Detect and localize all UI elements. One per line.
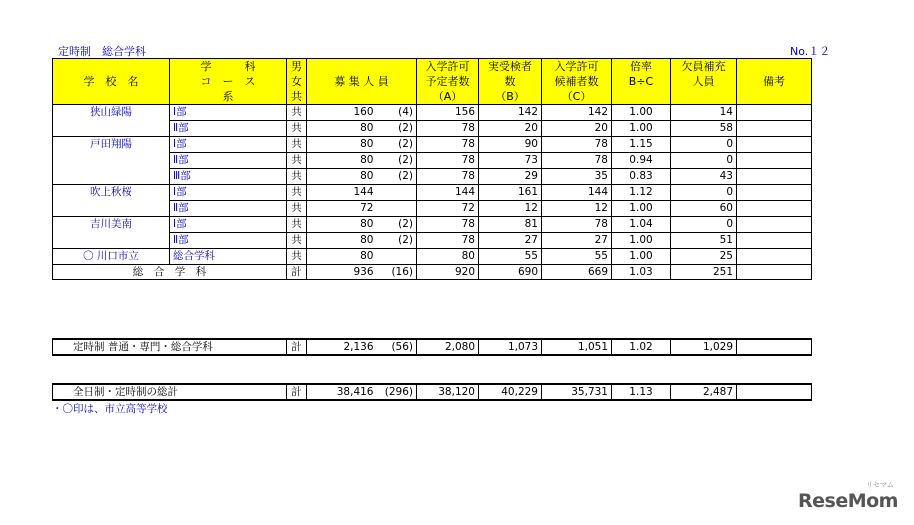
remarks-cell	[737, 233, 812, 249]
table-row	[53, 169, 812, 185]
admission-table	[52, 58, 812, 280]
recruit-paren-cell	[377, 201, 417, 217]
vacancy-cell: 51	[671, 233, 737, 249]
recruit-cell: 80	[307, 233, 377, 249]
recruit-cell: 80	[307, 249, 377, 265]
ratio-cell: 1.00	[612, 201, 671, 217]
grand-recruit-paren: (296)	[377, 384, 417, 400]
course-cell: 総合学科	[170, 249, 287, 265]
examinees-cell: 27	[479, 233, 542, 249]
col-planned-1: 入学許可	[417, 59, 479, 75]
remarks-cell	[737, 105, 812, 121]
gender-cell: 共	[287, 185, 307, 201]
remarks-cell	[737, 169, 812, 185]
candidates-cell: 35	[542, 169, 612, 185]
recruit-cell: 80	[307, 121, 377, 137]
table-row	[53, 233, 812, 249]
planned-cell: 78	[417, 153, 479, 169]
teiji-a: 2,080	[417, 339, 479, 355]
gender-cell: 共	[287, 153, 307, 169]
planned-cell: 78	[417, 137, 479, 153]
recruit-cell: 144	[307, 185, 377, 201]
recruit-paren-cell: (2)	[377, 121, 417, 137]
gender-cell: 共	[287, 249, 307, 265]
grand-c: 35,731	[542, 384, 612, 400]
ratio-cell: 1.00	[612, 121, 671, 137]
school-name-cell: 〇 川口市立	[53, 249, 170, 265]
planned-cell: 72	[417, 201, 479, 217]
course-cell: Ⅱ部	[170, 201, 287, 217]
candidates-cell: 78	[542, 217, 612, 233]
col-candidates-3: （C）	[542, 89, 612, 105]
school-name-cell: 吹上秋桜	[53, 185, 170, 201]
school-name-cell: 狭山緑陽	[53, 105, 170, 121]
school-name-cell: 戸田翔陽	[53, 137, 170, 153]
recruit-cell: 160	[307, 105, 377, 121]
vacancy-cell: 60	[671, 201, 737, 217]
ratio-cell: 1.12	[612, 185, 671, 201]
planned-cell: 144	[417, 185, 479, 201]
candidates-cell: 142	[542, 105, 612, 121]
grand-a: 38,120	[417, 384, 479, 400]
recruit-paren-cell: (2)	[377, 233, 417, 249]
teiji-vacancy: 1,029	[671, 339, 737, 355]
teiji-total-table	[52, 338, 812, 356]
table-row	[53, 249, 812, 265]
vacancy-cell: 58	[671, 121, 737, 137]
school-name-cell	[53, 233, 170, 249]
col-recruit: 募 集 人 員	[307, 59, 417, 105]
course-cell: Ⅰ部	[170, 105, 287, 121]
total-c: 669	[542, 265, 612, 280]
col-vacancy-2: 人員	[671, 74, 737, 89]
table-row	[53, 121, 812, 137]
col-gender-1: 男	[287, 59, 307, 75]
table-row	[53, 137, 812, 153]
remarks-cell	[737, 153, 812, 169]
grand-total-table	[52, 383, 812, 401]
col-ratio-3	[612, 89, 671, 105]
table-row	[53, 185, 812, 201]
recruit-cell: 80	[307, 153, 377, 169]
col-vacancy-3	[671, 89, 737, 105]
vacancy-cell: 25	[671, 249, 737, 265]
grand-total-row	[53, 384, 812, 400]
vacancy-cell: 14	[671, 105, 737, 121]
total-label: 総 合 学 科	[53, 265, 287, 280]
examinees-cell: 20	[479, 121, 542, 137]
recruit-cell: 80	[307, 169, 377, 185]
recruit-paren-cell: (2)	[377, 169, 417, 185]
candidates-cell: 27	[542, 233, 612, 249]
total-recruit: 936	[307, 265, 377, 280]
planned-cell: 78	[417, 121, 479, 137]
candidates-cell: 12	[542, 201, 612, 217]
examinees-cell: 29	[479, 169, 542, 185]
examinees-cell: 73	[479, 153, 542, 169]
total-b: 690	[479, 265, 542, 280]
total-recruit-paren: (16)	[377, 265, 417, 280]
ratio-cell: 1.15	[612, 137, 671, 153]
col-examinees-1: 実受検者	[479, 59, 542, 75]
grand-b: 40,229	[479, 384, 542, 400]
examinees-cell: 90	[479, 137, 542, 153]
col-candidates-1: 入学許可	[542, 59, 612, 75]
footnote: ・〇印は、市立高等学校	[52, 403, 168, 415]
col-planned-3: （A）	[417, 89, 479, 105]
teiji-recruit: 2,136	[307, 339, 377, 355]
vacancy-cell: 0	[671, 185, 737, 201]
planned-cell: 156	[417, 105, 479, 121]
header-row-1	[53, 59, 812, 75]
school-name-cell	[53, 169, 170, 185]
examinees-cell: 142	[479, 105, 542, 121]
col-ratio-1: 倍率	[612, 59, 671, 75]
remarks-cell	[737, 137, 812, 153]
recruit-cell: 80	[307, 137, 377, 153]
course-cell: Ⅰ部	[170, 217, 287, 233]
ratio-cell: 1.00	[612, 233, 671, 249]
course-cell: Ⅱ部	[170, 153, 287, 169]
grand-recruit: 38,416	[307, 384, 377, 400]
grand-remarks	[737, 384, 812, 400]
candidates-cell: 78	[542, 137, 612, 153]
ratio-cell: 1.00	[612, 105, 671, 121]
vacancy-cell: 43	[671, 169, 737, 185]
total-sogo-row	[53, 265, 812, 280]
recruit-paren-cell: (2)	[377, 153, 417, 169]
grand-gender: 計	[287, 384, 307, 400]
course-cell: Ⅰ部	[170, 137, 287, 153]
recruit-paren-cell: (4)	[377, 105, 417, 121]
planned-cell: 80	[417, 249, 479, 265]
gender-cell: 共	[287, 217, 307, 233]
col-gender-2: 女	[287, 74, 307, 89]
planned-cell: 78	[417, 217, 479, 233]
gender-cell: 共	[287, 137, 307, 153]
col-ratio-2: B÷C	[612, 74, 671, 89]
page-number: No.１２	[790, 45, 831, 58]
col-course-2: コ ー ス	[170, 74, 287, 89]
col-school: 学 校 名	[53, 59, 170, 105]
total-vacancy: 251	[671, 265, 737, 280]
grand-vacancy: 2,487	[671, 384, 737, 400]
teiji-recruit-paren: (56)	[377, 339, 417, 355]
ratio-cell: 0.83	[612, 169, 671, 185]
candidates-cell: 78	[542, 153, 612, 169]
gender-cell: 共	[287, 105, 307, 121]
teiji-label: 定時制 普通・専門・総合学科	[53, 339, 287, 355]
examinees-cell: 161	[479, 185, 542, 201]
total-a: 920	[417, 265, 479, 280]
recruit-paren-cell	[377, 249, 417, 265]
school-name-cell: 吉川美南	[53, 217, 170, 233]
examinees-cell: 12	[479, 201, 542, 217]
col-course-1: 学 科	[170, 59, 287, 75]
sheet-title: 定時制 総合学科	[58, 45, 146, 58]
candidates-cell: 55	[542, 249, 612, 265]
teiji-c: 1,051	[542, 339, 612, 355]
total-remarks	[737, 265, 812, 280]
remarks-cell	[737, 201, 812, 217]
total-ratio: 1.03	[612, 265, 671, 280]
col-course-3: 系	[170, 89, 287, 105]
gender-cell: 共	[287, 233, 307, 249]
course-cell: Ⅱ部	[170, 233, 287, 249]
remarks-cell	[737, 185, 812, 201]
gender-cell: 共	[287, 169, 307, 185]
vacancy-cell: 0	[671, 137, 737, 153]
school-name-cell	[53, 153, 170, 169]
col-examinees-3: （B）	[479, 89, 542, 105]
candidates-cell: 144	[542, 185, 612, 201]
teiji-remarks	[737, 339, 812, 355]
examinees-cell: 81	[479, 217, 542, 233]
examinees-cell: 55	[479, 249, 542, 265]
col-vacancy-1: 欠員補充	[671, 59, 737, 75]
table-row	[53, 201, 812, 217]
recruit-paren-cell	[377, 185, 417, 201]
recruit-cell: 80	[307, 217, 377, 233]
remarks-cell	[737, 249, 812, 265]
planned-cell: 78	[417, 233, 479, 249]
course-cell: Ⅱ部	[170, 121, 287, 137]
remarks-cell	[737, 121, 812, 137]
recruit-paren-cell: (2)	[377, 137, 417, 153]
vacancy-cell: 0	[671, 217, 737, 233]
table-row	[53, 217, 812, 233]
ratio-cell: 1.00	[612, 249, 671, 265]
table-row	[53, 153, 812, 169]
col-examinees-2: 数	[479, 74, 542, 89]
table-row	[53, 105, 812, 121]
school-name-cell	[53, 121, 170, 137]
teiji-gender: 計	[287, 339, 307, 355]
ratio-cell: 1.04	[612, 217, 671, 233]
resemom-logo-small: リセマム	[866, 481, 894, 489]
teiji-b: 1,073	[479, 339, 542, 355]
school-name-cell	[53, 201, 170, 217]
total-gender: 計	[287, 265, 307, 280]
teiji-total-row	[53, 339, 812, 355]
vacancy-cell: 0	[671, 153, 737, 169]
remarks-cell	[737, 217, 812, 233]
col-remarks: 備考	[737, 59, 812, 105]
col-gender-3: 共	[287, 89, 307, 105]
ratio-cell: 0.94	[612, 153, 671, 169]
recruit-cell: 72	[307, 201, 377, 217]
gender-cell: 共	[287, 201, 307, 217]
candidates-cell: 20	[542, 121, 612, 137]
recruit-paren-cell: (2)	[377, 217, 417, 233]
col-planned-2: 予定者数	[417, 74, 479, 89]
grand-label: 全日制・定時制の総計	[53, 384, 287, 400]
resemom-logo: ReseMom	[798, 490, 898, 512]
gender-cell: 共	[287, 121, 307, 137]
grand-ratio: 1.13	[612, 384, 671, 400]
col-candidates-2: 候補者数	[542, 74, 612, 89]
teiji-ratio: 1.02	[612, 339, 671, 355]
planned-cell: 78	[417, 169, 479, 185]
course-cell: Ⅰ部	[170, 185, 287, 201]
course-cell: Ⅲ部	[170, 169, 287, 185]
